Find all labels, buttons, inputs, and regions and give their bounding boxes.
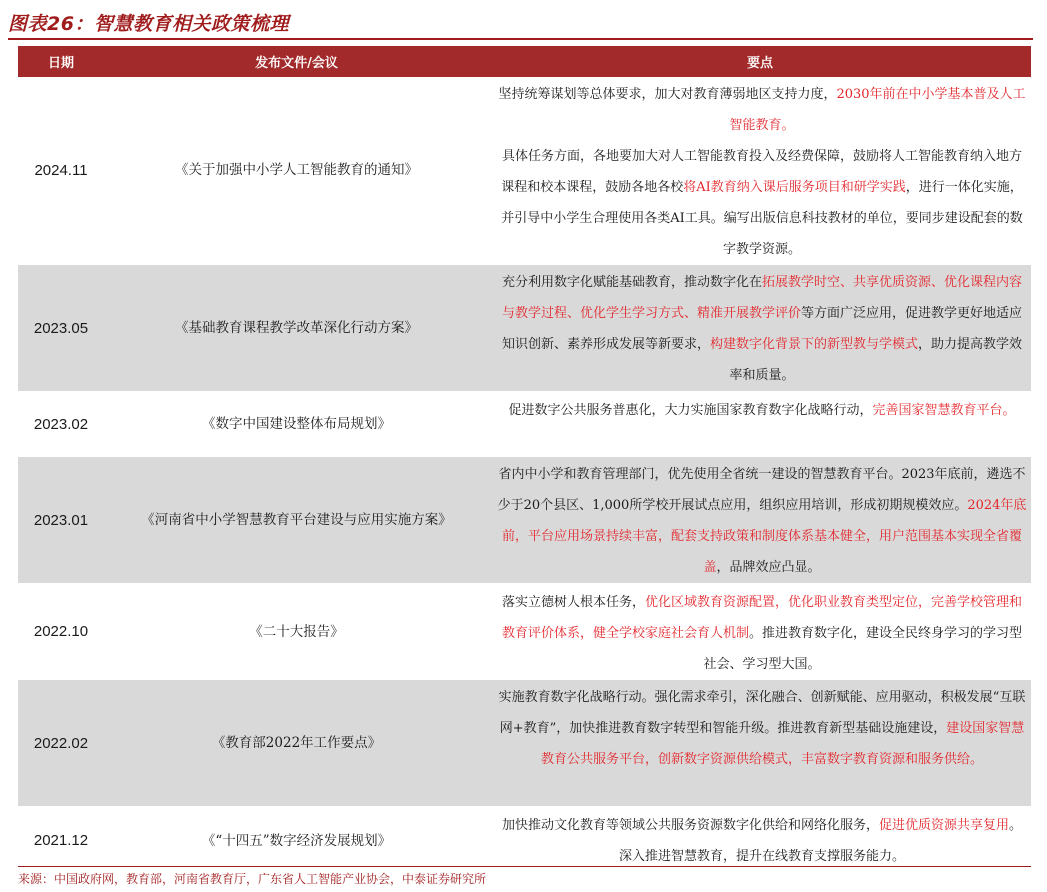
point-text: 实施教育数字化战略行动。强化需求牵引，深化融合、创新赋能、应用驱动，积极发展“互联网+教育”，加快推进教育数字转型和智能升级。推进教育新型基础设施建设， bbox=[498, 690, 1026, 736]
table-row bbox=[18, 808, 1031, 873]
point-text: ，助力提高教学效率和质量。 bbox=[729, 337, 1023, 383]
point-text: 坚持统筹谋划等总体要求，加大对教育薄弱地区支持力度， bbox=[498, 87, 837, 102]
row-key-points bbox=[489, 457, 1031, 583]
table-row bbox=[18, 265, 1031, 393]
table-row bbox=[18, 393, 1031, 457]
point-highlight: 构建数字化背景下的新型教与学模式 bbox=[709, 337, 918, 352]
table-row bbox=[18, 457, 1031, 585]
point-text: 充分利用数字化赋能基础教育，推动数字化在 bbox=[501, 275, 762, 290]
point-highlight: 建设国家智慧教育公共服务平台，创新数字资源供给模式，丰富数字教育资源和服务供给。 bbox=[540, 721, 1025, 767]
point-text: ，品牌效应凸显。 bbox=[716, 560, 821, 575]
point-text: 加快推动文化教育等领域公共服务资源数字化供给和网络化服务， bbox=[501, 818, 879, 833]
policy-table bbox=[18, 46, 1031, 873]
row-document: 《关于加强中小学人工智能教育的通知》 bbox=[175, 162, 418, 178]
row-key-points bbox=[489, 808, 1031, 873]
table-row bbox=[18, 77, 1031, 265]
point-text: 。深入推进智慧教育，提升在线教育支撑服务能力。 bbox=[618, 818, 1023, 864]
source-note: 来源：中国政府网，教育部，河南省教育厅，广东省人工智能产业协会，中泰证券研究所 bbox=[18, 866, 1031, 887]
row-key-points bbox=[489, 585, 1031, 678]
row-document: 《二十大报告》 bbox=[249, 623, 344, 640]
row-document: 《“十四五”数字经济发展规划》 bbox=[201, 832, 392, 849]
point-highlight: 2024年底前，平台应用场景持续丰富，配套支持政策和制度体系基本健全，用户范围基本实现全省覆盖 bbox=[501, 498, 1027, 575]
point-text: 省内中小学和教育管理部门，优先使用全省统一建设的智慧教育平台。2023年底前，遴选不少于20个县区、1,000所学校开展试点应用，组织应用培训，形成初期规模效应。 bbox=[497, 467, 1026, 513]
point-highlight: 拓展教学时空、共享优质资源、优化课程内容与教学过程、优化学生学习方式、精准开展教学评价 bbox=[501, 275, 1023, 321]
row-document: 《河南省中小学智慧教育平台建设与应用实施方案》 bbox=[141, 512, 452, 528]
row-document: 《数字中国建设整体布局规划》 bbox=[202, 416, 391, 432]
row-date: 2023.05 bbox=[33, 319, 89, 337]
figure-title bbox=[8, 10, 1033, 40]
point-text: 。推进教育数字化，建设全民终身学习的学习型社会、学习型大国。 bbox=[703, 626, 1023, 672]
row-key-points bbox=[489, 680, 1031, 806]
point-highlight: 2030年前在中小学基本普及人工智能教育。 bbox=[729, 87, 1026, 133]
point-text: 具体任务方面，各地要加大对人工智能教育投入及经费保障，鼓励将人工智能教育纳入地方课程和校本课程，鼓励各地各校 bbox=[501, 149, 1022, 195]
header-key-points: 要点 bbox=[746, 56, 773, 71]
row-key-points bbox=[489, 393, 1031, 455]
point-text: 落实立德树人根本任务， bbox=[501, 595, 645, 610]
row-date: 2022.02 bbox=[33, 734, 89, 752]
point-text: 等方面广泛应用，促进教学更好地适应知识创新、素养形成发展等新要求， bbox=[501, 306, 1023, 352]
row-date: 2024.11 bbox=[34, 161, 88, 179]
point-text: ，进行一体化实施，并引导中小学生合理使用各类AI工具。编写出版信息科技教材的单位，要同步建设配套的数字教学资源。 bbox=[501, 180, 1023, 257]
row-date: 2022.10 bbox=[33, 623, 89, 640]
point-highlight: 促进优质资源共享复用 bbox=[878, 818, 1009, 833]
header-date: 日期 bbox=[47, 56, 74, 71]
table-header bbox=[18, 46, 1031, 77]
row-date: 2023.01 bbox=[33, 511, 89, 529]
row-key-points bbox=[489, 265, 1031, 391]
table-row bbox=[18, 585, 1031, 680]
table-row bbox=[18, 680, 1031, 808]
row-date: 2023.02 bbox=[33, 415, 89, 433]
row-document: 《基础教育课程教学改革深化行动方案》 bbox=[175, 320, 418, 336]
point-highlight: 优化区域教育资源配置，优化职业教育类型定位，完善学校管理和教育评价体系，健全学校家庭社会育人机制 bbox=[501, 595, 1023, 641]
header-document: 发布文件/会议 bbox=[255, 56, 338, 71]
point-text: 促进数字公共服务普惠化，大力实施国家教育数字化战略行动， bbox=[508, 403, 873, 418]
point-highlight: 完善国家智慧教育平台。 bbox=[872, 403, 1016, 418]
row-key-points bbox=[489, 77, 1031, 263]
point-highlight: 将AI教育纳入课后服务项目和研学实践 bbox=[683, 180, 906, 195]
row-document: 《教育部2022年工作要点》 bbox=[211, 735, 382, 751]
figure-title-text: 图表26：智慧教育相关政策梳理 bbox=[8, 13, 289, 35]
row-date: 2021.12 bbox=[33, 832, 89, 849]
